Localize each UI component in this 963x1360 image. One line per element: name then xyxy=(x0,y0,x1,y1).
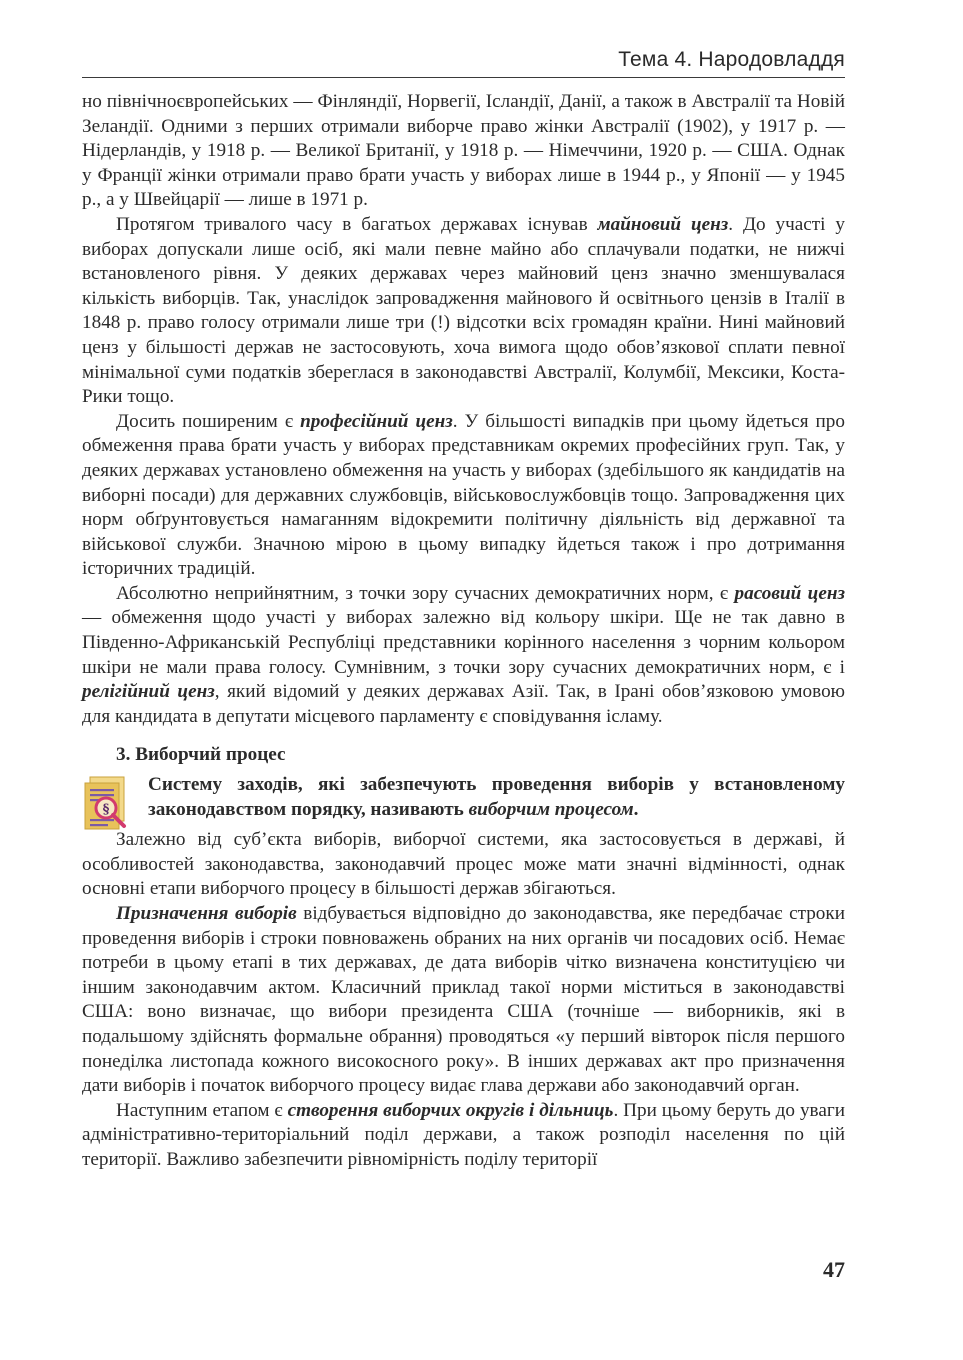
paragraph: Абсолютно неприйнятним, з точки зору сучасних демократичних норм, є расовий ценз — обмеження щодо участі у виборах залежно від кольору шкіри. Ще не так давно в Південно-Африканській Республіці представники корінного населення з чорним кольором шкіри не мали права голосу. Сумнівним, з точки зору сучасних демократичних норм, є і релігійний ценз, який відомий у деяких державах Азії. Так, в Ірані обов’язковою умовою для кандидата в депутати місцевого парламенту є сповідування ісламу. xyxy=(82,582,846,727)
term-property-qualification: майновий ценз xyxy=(597,213,729,235)
paragraph: но північноєвропейських — Фінляндії, Норвегії, Ісландії, Данії, а також в Австралії та Новій Зеландії. Одними з перших отримали виборче право жінки Австралії (1902), у 1917 р. — Нідерландів, у 1918 р. — Великої Британії, у 1918 р. — Німеччини, 1920 р. — США. Однак у Франції жінки отримали право брати участь у виборах лише в 1944 р., у Японії — у 1945 р., а у Швейцарії — лише в 1971 р. xyxy=(82,91,845,211)
header-rule xyxy=(82,77,845,78)
term-electoral-process: виборчим процесом xyxy=(468,798,634,820)
paragraph: Протягом тривалого часу в багатьох державах існував майновий ценз. До участі у виборах допускали лише осіб, які мали певне майно або сплачували податки, не нижчі встановленого рівня. У деяких державах через майновий ценз значно зменшувалася кількість виборців. Так, унаслідок запровадження майнового й освітнього цензів в Італії в 1848 р. право голосу отримали лише три (!) відсотки всіх громадян країни. Нині майновий ценз у більшості держав не застосовують, хоча вимога щодо обов’язкової сплати певної мінімальної суми податків збереглася в законодавстві Австралії, Колумбії, Мексики, Коста-Рики тощо. xyxy=(82,213,845,408)
term-racial-qualification: расовий ценз xyxy=(734,582,846,604)
running-header: Тема 4. Народовладдя xyxy=(618,48,845,71)
paragraph: Досить поширеним є професійний ценз. У більшості випадків при цьому йдеться про обмеження права брати участь у виборах представникам окремих професійних груп. Так, у деяких державах установлено обмеження на участь у виборах (здебільшого як кандидатів на виборні посади) для державних службовців, військовослужбовців тощо. Запровадження цих норм обґрунтовується намаганням відокремити політичну діяльність від державної та військової служби. Значною мірою в цьому випадку йдеться також і про дотримання історичних традицій. xyxy=(82,410,845,580)
definition-text: Систему заходів, які забезпечують проведення виборів у встановленому законодавством порядку, називають виборчим процесом. xyxy=(148,774,845,820)
definition-box xyxy=(82,773,845,822)
term-creating-districts: створення виборчих округів і дільниць xyxy=(287,1099,614,1121)
paragraph: Наступним етапом є створення виборчих округів і дільниць. При цьому беруть до уваги адміністративно-територіальний поділ держави, а також розподіл населення по цій території. Важливо забезпечити рівномірність поділу території xyxy=(82,1099,845,1170)
paragraph: Залежно від суб’єкта виборів, виборчої системи, яка застосовується в державі, й особливостей законодавства, законодавчий процес може мати значні відмінності, однак основні етапи виборчого процесу в більшості держав збігаються. xyxy=(82,829,845,900)
term-calling-elections: Призначення виборів xyxy=(116,903,297,924)
term-religious-qualification: релігійний ценз xyxy=(82,681,215,703)
term-professional-qualification: професійний ценз xyxy=(300,410,453,432)
law-document-magnifier-icon xyxy=(82,775,136,833)
svg-text:§: § xyxy=(102,802,110,818)
page-number: 47 xyxy=(823,1257,845,1282)
section-heading: 3. Виборчий процес xyxy=(116,744,286,766)
body-text xyxy=(82,90,845,1173)
paragraph: Призначення виборів відбувається відповідно до законодавства, яке передбачає строки проведення виборів і строки повноважень обраних на них органів чи посадових осіб. Немає потреби в цьому етапі в тих державах, де дата виборів чітко визначена конституцією чи іншим законодавчим актом. Класичний приклад такої норми міститься в законодавстві США: воно визначає, що вибори президента США (точніше — виборників, які в подальшому здійснять формальне обрання) проводяться «у перший вівторок після першого понеділка листопада кожного високосного року». В інших державах акт про призначення дати виборів і початок виборчого процесу видає глава держави або законодавчий орган. xyxy=(82,903,845,1097)
